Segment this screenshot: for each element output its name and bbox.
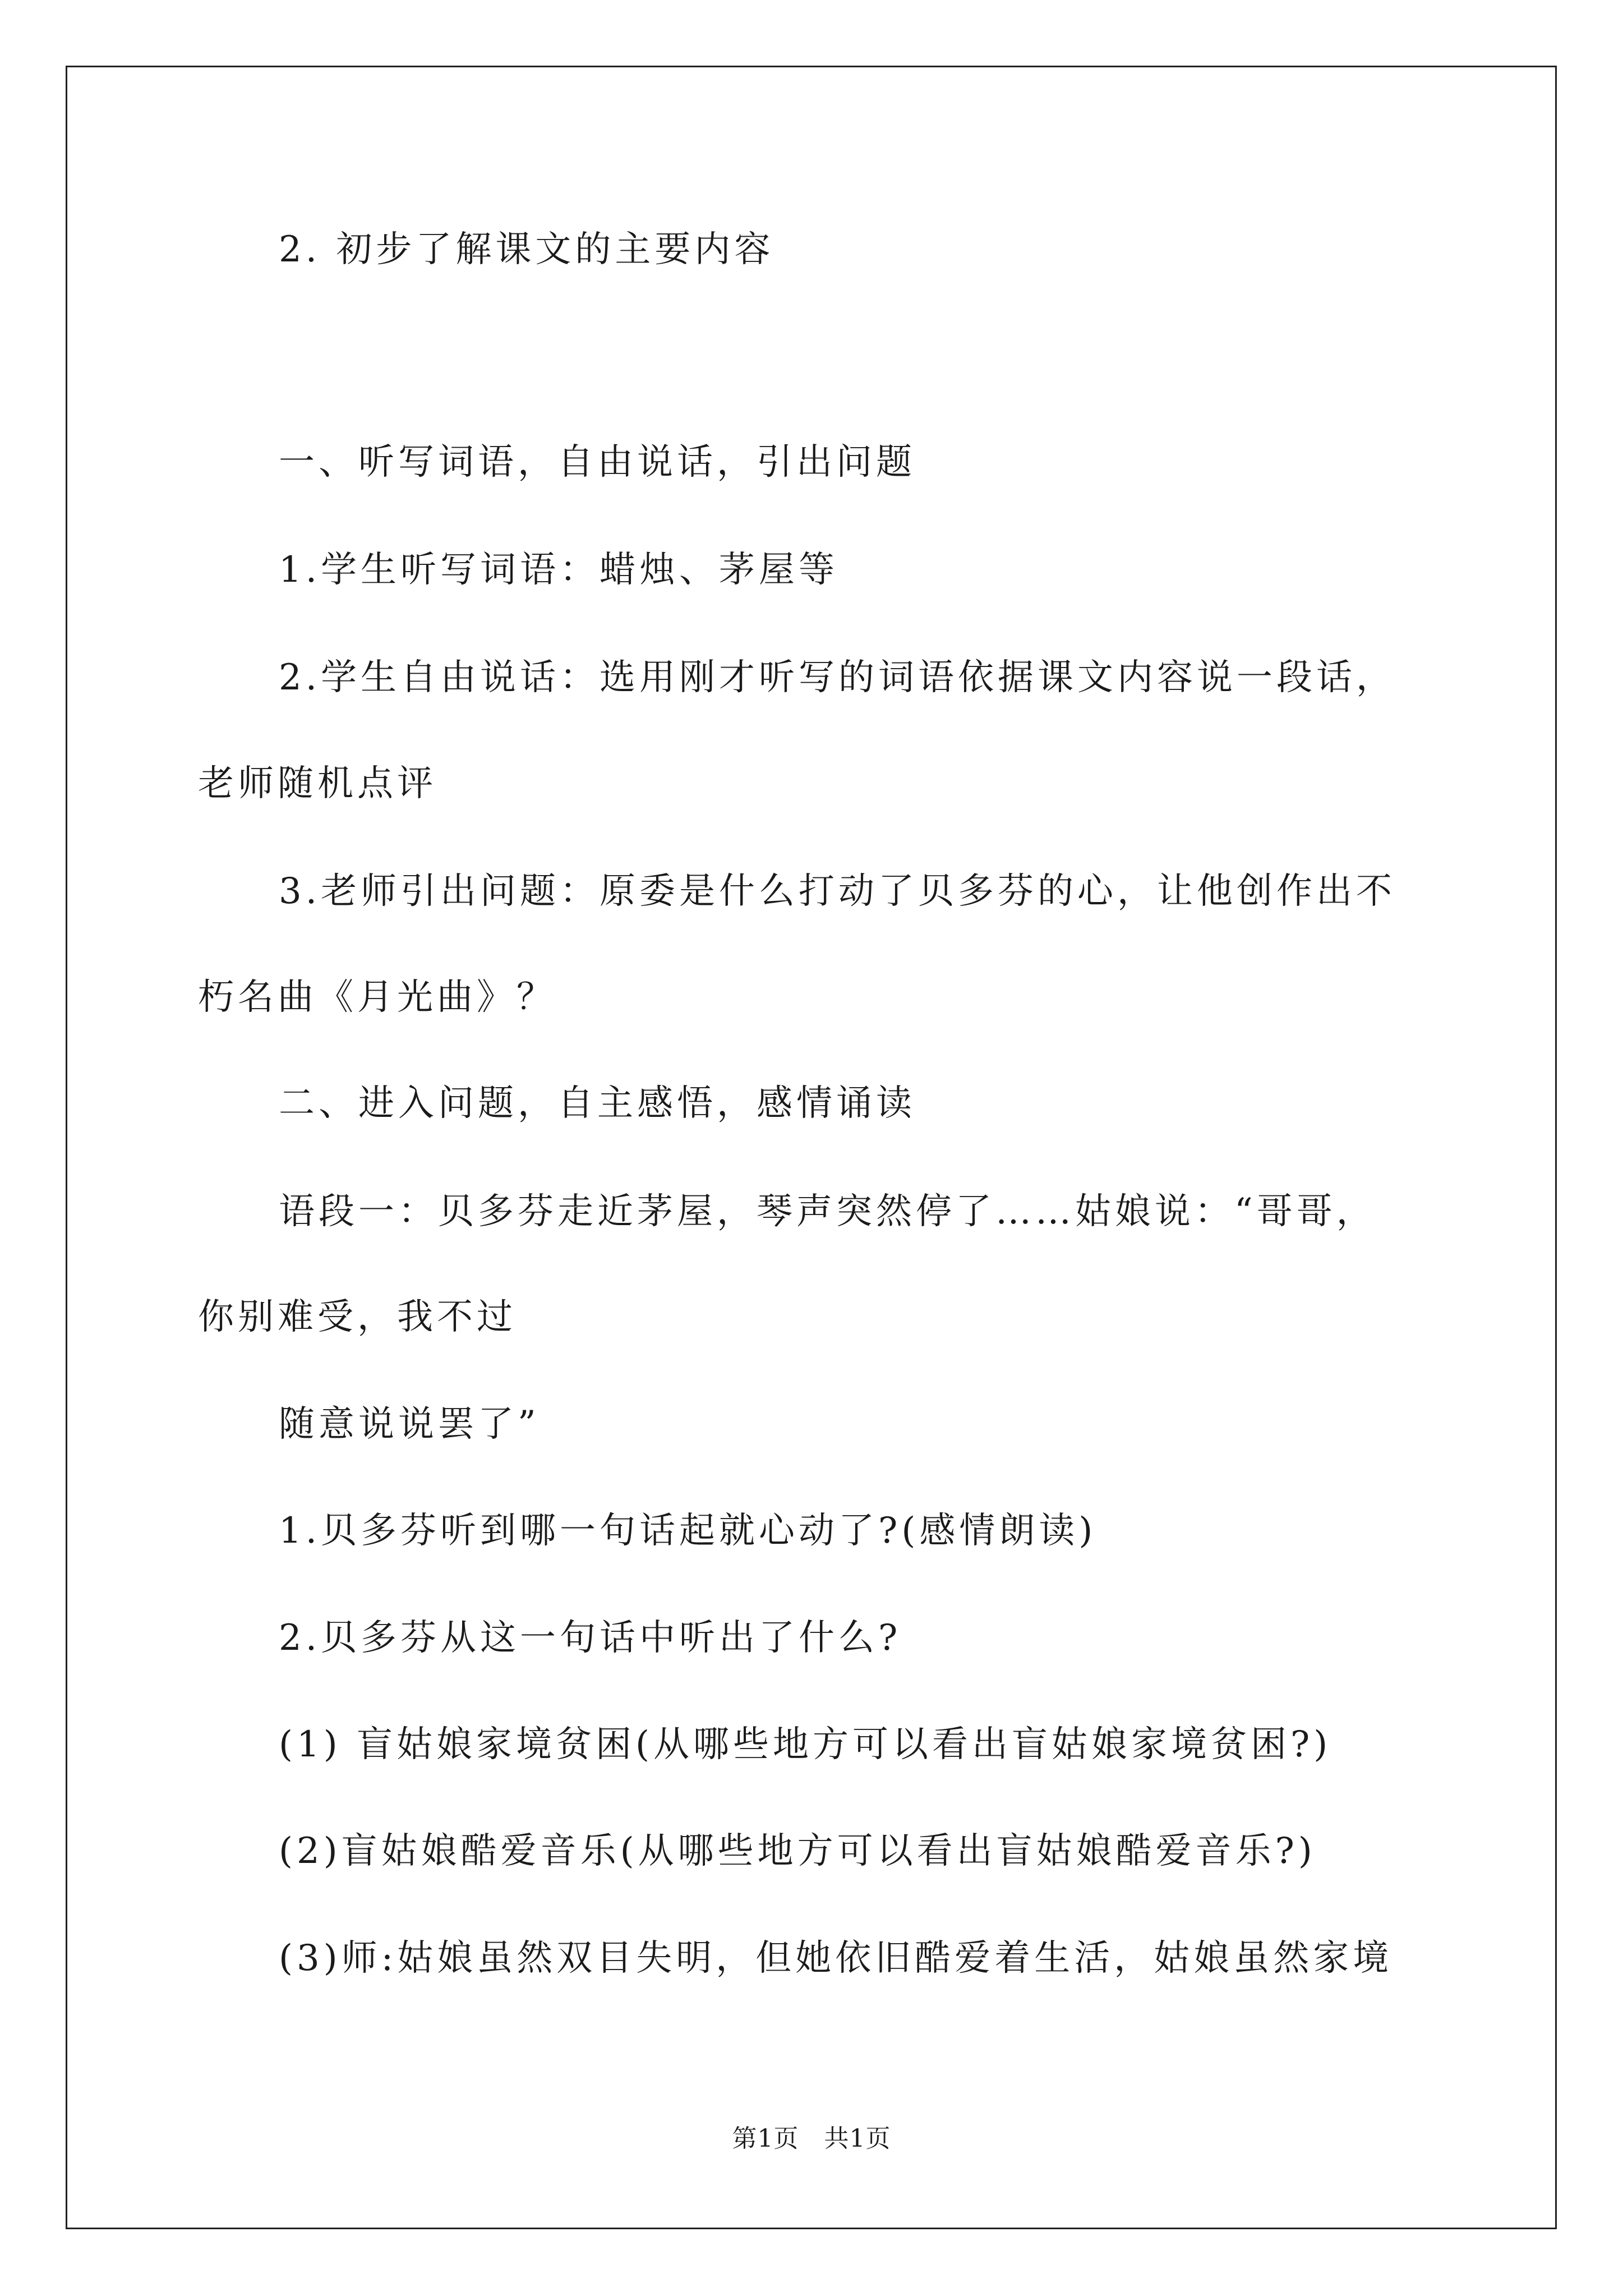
text-line: 2. 初步了解课文的主要内容 [279,229,774,270]
text-line: 2.贝多芬从这一句话中听出了什么? [279,1617,902,1659]
text-line: 1.贝多芬听到哪一句话起就心动了?(感情朗读) [279,1510,1097,1552]
page-number-footer: 第1页 共1页 [732,2124,891,2153]
text-line: 语段一：贝多芬走近茅屋，琴声突然停了……姑娘说：“哥哥， [279,1191,1376,1232]
section-heading: 一、听写词语，自由说话，引出问题 [279,441,916,483]
text-line: 3.老师引出问题：原委是什么打动了贝多芬的心，让他创作出不 [279,871,1396,912]
text-line: (3)师:姑娘虽然双目失明，但她依旧酷爱着生活，姑娘虽然家境 [279,1938,1393,1979]
text-line: 1.学生听写词语：蜡烛、茅屋等 [279,549,839,591]
text-line: 随意说说罢了” [279,1404,540,1445]
section-heading: 二、进入问题，自主感悟，感情诵读 [279,1083,916,1124]
text-line: (1) 盲姑娘家境贫困(从哪些地方可以看出盲姑娘家境贫困?) [279,1724,1332,1765]
text-line: (2)盲姑娘酷爱音乐(从哪些地方可以看出盲姑娘酷爱音乐?) [279,1830,1316,1872]
text-line: 2.学生自由说话：选用刚才听写的词语依据课文内容说一段话， [279,657,1396,698]
text-line: 老师随机点评 [198,763,437,804]
text-line: 朽名曲《月光曲》？ [198,977,556,1018]
text-line: 你别难受，我不过 [198,1296,517,1338]
